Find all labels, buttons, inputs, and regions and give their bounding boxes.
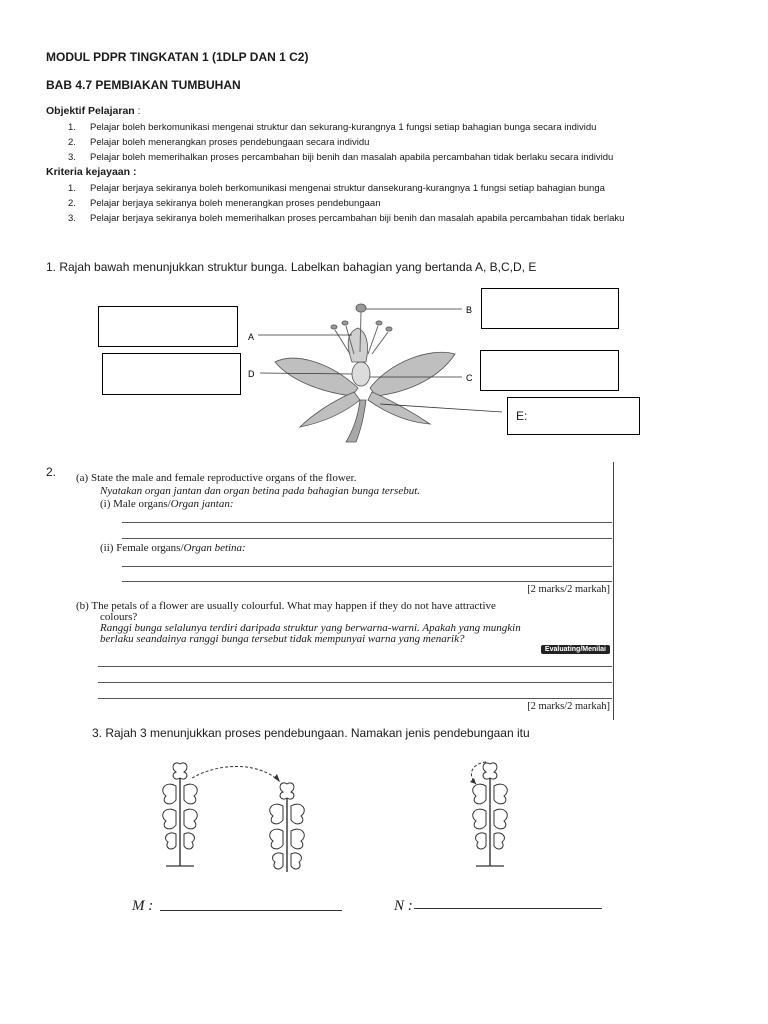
q2b-english-1: (b) The petals of a flower are usually colourful. What may happen if they do not have attractive xyxy=(76,600,496,612)
objectives-heading: Objektif Pelajaran : xyxy=(46,105,141,117)
list-item: 3. Pelajar berjaya sekiranya boleh memerihalkan proses percambahan biji benih dan masalah apabila percambahan tidak berlaku xyxy=(68,213,625,224)
answer-m-label: M : xyxy=(132,898,154,914)
question-2-scan xyxy=(66,462,616,720)
pollination-diagram xyxy=(150,752,570,872)
q2a-english: (a) State the male and female reproductive organs of the flower. xyxy=(76,472,357,484)
list-item: 1. Pelajar boleh berkomunikasi mengenai struktur dan sekurang-kurangnya 1 fungsi setiap bahagian bunga secara individu xyxy=(68,122,597,133)
answer-box-d[interactable] xyxy=(102,353,241,395)
label-a: A xyxy=(248,332,255,342)
question-2-number: 2. xyxy=(46,465,57,479)
label-b: B xyxy=(466,305,473,315)
answer-e-label: E: xyxy=(516,409,528,423)
q2b-malay-1: Ranggi bunga selalunya terdiri daripada struktur yang berwarna-warni. Apakah yang mungkin xyxy=(100,622,521,634)
list-item: 2. Pelajar berjaya sekiranya boleh menerangkan proses pendebungaan xyxy=(68,198,381,209)
plant-2 xyxy=(270,783,305,872)
label-d: D xyxy=(248,369,255,379)
list-item: 1. Pelajar berjaya sekiranya boleh berkomunikasi mengenai struktur dansekurang-kurangnya 1 fungsi setiap bahagian bunga xyxy=(68,183,605,194)
objectives-list xyxy=(46,120,613,165)
answer-box-a[interactable] xyxy=(98,306,238,347)
criteria-heading: Kriteria kejayaan : xyxy=(46,166,137,178)
criteria-list xyxy=(46,181,624,226)
list-item: 2. Pelajar boleh menerangkan proses pendebungaan secara individu xyxy=(68,137,370,148)
module-title: MODUL PDPR TINGKATAN 1 (1DLP DAN 1 C2) xyxy=(46,50,309,64)
chapter-title: BAB 4.7 PEMBIAKAN TUMBUHAN xyxy=(46,78,241,92)
question-3-text: 3. Rajah 3 menunjukkan proses pendebungaan. Namakan jenis pendebungaan itu xyxy=(92,726,530,740)
answer-n-label: N : xyxy=(394,898,413,914)
answer-m-line[interactable] xyxy=(160,910,342,911)
q2b-english-2: colours? xyxy=(100,611,138,623)
answer-box-e[interactable] xyxy=(507,397,640,435)
list-item: 3. Pelajar boleh memerihalkan proses percambahan biji benih dan masalah apabila percambahan tidak berlaku secara individu xyxy=(68,152,614,163)
plant-3 xyxy=(473,763,508,866)
marks-b: [2 marks/2 markah] xyxy=(527,701,610,712)
cross-arrow xyxy=(192,766,280,782)
evaluating-tag: Evaluating/Menilai xyxy=(541,645,610,654)
q2a-i: (i) Male organs/Organ jantan: xyxy=(100,498,234,510)
q2a-malay: Nyatakan organ jantan dan organ betina pada bahagian bunga tersebut. xyxy=(100,485,421,497)
plant-1 xyxy=(163,763,198,866)
question-1-text: 1. Rajah bawah menunjukkan struktur bunga. Labelkan bahagian yang bertanda A, B,C,D, E xyxy=(46,260,537,274)
marks-a: [2 marks/2 markah] xyxy=(527,584,610,595)
label-c: C xyxy=(466,373,473,383)
q2a-ii: (ii) Female organs/Organ betina: xyxy=(100,542,246,554)
q2b-malay-2: berlaku seandainya ranggi bunga tersebut tidak mempunyai warna yang menarik? xyxy=(100,633,465,645)
flower-diagram xyxy=(240,292,510,452)
answer-n-line[interactable] xyxy=(414,908,602,909)
